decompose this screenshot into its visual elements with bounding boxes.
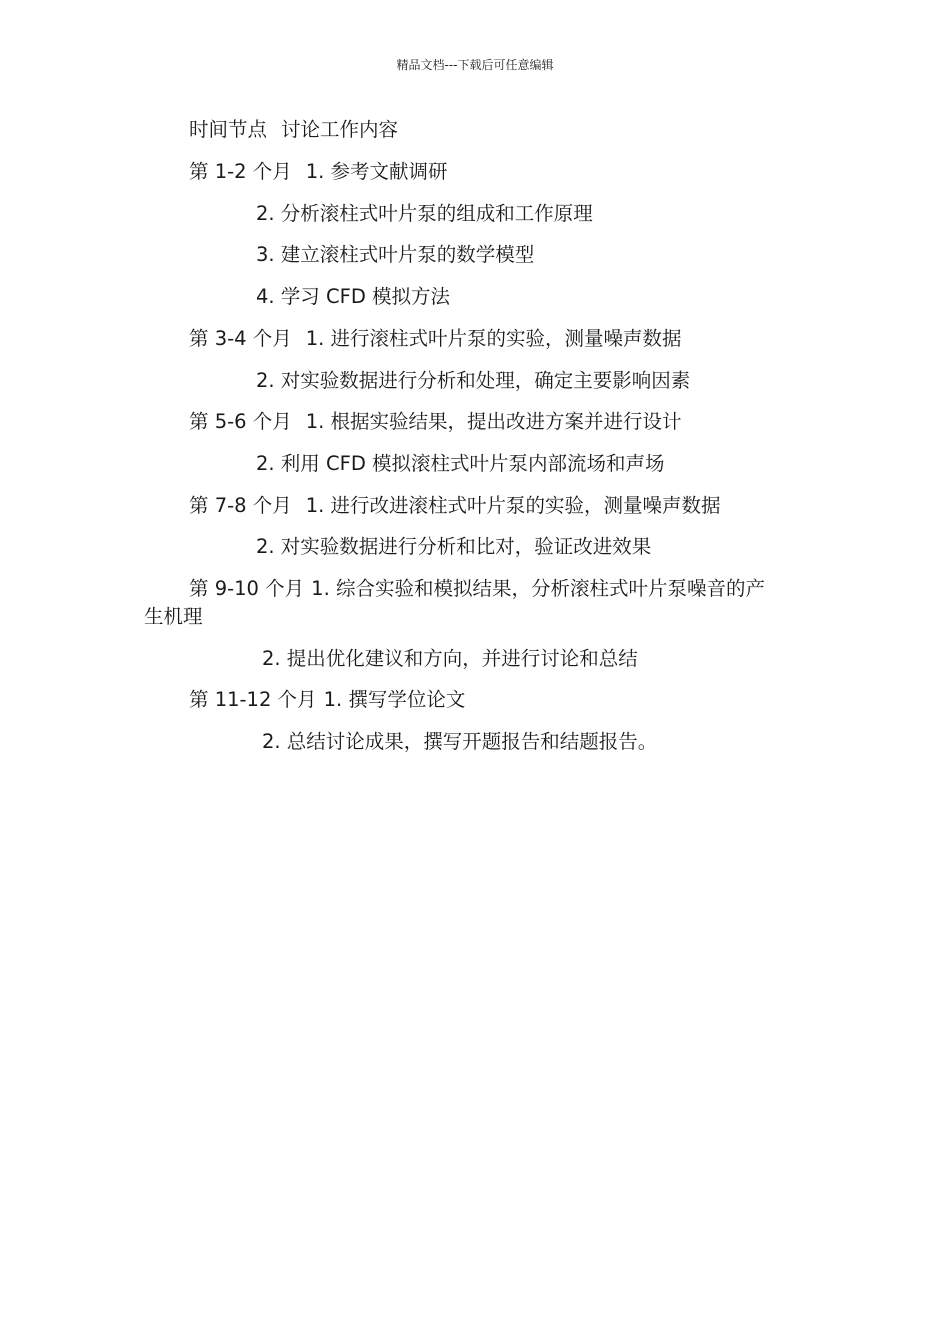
- row-item: 1. 参考文献调研: [305, 160, 448, 183]
- row-period: 第 5-6 个月: [189, 410, 292, 433]
- heading-time-node: 时间节点: [189, 118, 268, 141]
- row-period: 第 7-8 个月: [189, 494, 292, 517]
- schedule-row: 2. 对实验数据进行分析和处理，确定主要影响因素: [256, 369, 691, 392]
- schedule-heading: [189, 116, 398, 144]
- schedule-row: 4. 学习 CFD 模拟方法: [256, 285, 451, 308]
- row-period: 第 1-2 个月: [189, 160, 292, 183]
- schedule-row: [189, 325, 682, 353]
- row-item: 1. 进行改进滚柱式叶片泵的实验，测量噪声数据: [305, 494, 721, 517]
- schedule-row: [189, 686, 465, 714]
- schedule-row: 2. 对实验数据进行分析和比对，验证改进效果: [256, 535, 652, 558]
- schedule-row: 3. 建立滚柱式叶片泵的数学模型: [256, 243, 535, 266]
- row-item: 1. 综合实验和模拟结果，分析滚柱式叶片泵噪音的产: [311, 577, 765, 600]
- row-item: 1. 撰写学位论文: [323, 688, 466, 711]
- schedule-row: 2. 利用 CFD 模拟滚柱式叶片泵内部流场和声场: [256, 452, 665, 475]
- schedule-row: [189, 492, 721, 520]
- heading-work-content: 讨论工作内容: [281, 118, 399, 141]
- row-item: 1. 进行滚柱式叶片泵的实验，测量噪声数据: [305, 327, 682, 350]
- schedule-row: 2. 分析滚柱式叶片泵的组成和工作原理: [256, 202, 593, 225]
- schedule-row: 2. 提出优化建议和方向，并进行讨论和总结: [262, 647, 638, 670]
- schedule-row: 2. 总结讨论成果，撰写开题报告和结题报告。: [262, 730, 658, 753]
- schedule-row: [189, 575, 765, 603]
- schedule-row: [189, 158, 448, 186]
- row-period: 第 3-4 个月: [189, 327, 292, 350]
- row-item-continuation: 生机理: [144, 605, 203, 628]
- row-period: 第 9-10 个月: [189, 577, 305, 600]
- row-period: 第 11-12 个月: [189, 688, 317, 711]
- page-header: 精品文档---下载后可任意编辑: [396, 58, 554, 72]
- row-item: 1. 根据实验结果，提出改进方案并进行设计: [305, 410, 682, 433]
- schedule-row: [189, 408, 682, 436]
